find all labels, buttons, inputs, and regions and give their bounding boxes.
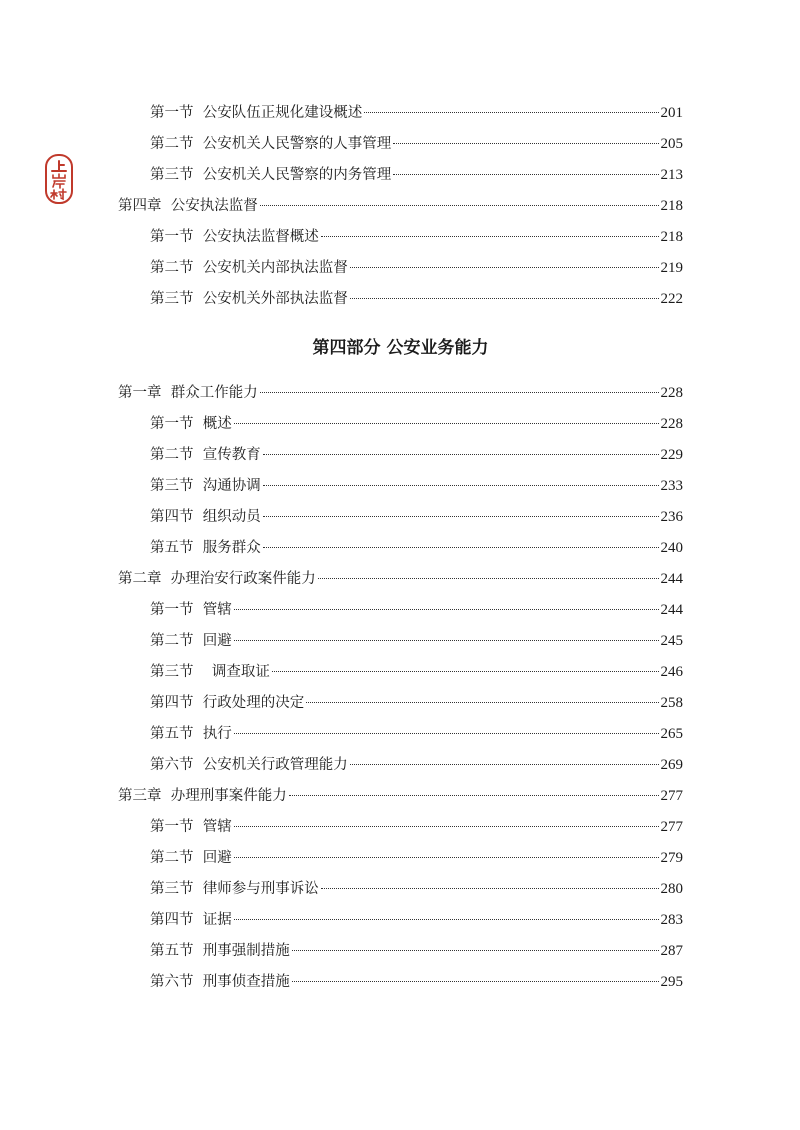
toc-page-number: 228 [660,416,683,432]
toc-group-before [118,98,683,315]
toc-page-number: 258 [660,695,683,711]
toc-section-entry[interactable] [118,222,683,253]
dot-leader [263,547,659,548]
toc-entry-label: 第五节 执行 [150,726,232,742]
dot-leader [263,516,659,517]
toc-page-number: 277 [660,788,683,804]
toc-section-entry[interactable] [118,253,683,284]
toc-entry-label: 第一章 群众工作能力 [118,385,258,401]
toc-page-number: 280 [660,881,683,897]
dot-leader [289,795,659,796]
toc-entry-label: 第三章 办理刑事案件能力 [118,788,287,804]
toc-section-entry[interactable] [118,471,683,502]
toc-entry-label: 第五节 服务群众 [150,540,261,556]
toc-page-number: 283 [660,912,683,928]
dot-leader [234,857,659,858]
dot-leader [350,764,659,765]
toc-entry-label: 第五节 刑事强制措施 [150,943,290,959]
toc-page-number: 295 [660,974,683,990]
toc-page-number: 218 [660,198,683,214]
dot-leader [364,112,658,113]
toc-entry-label: 第四章 公安执法监督 [118,198,258,214]
toc-entry-label: 第三节 律师参与刑事诉讼 [150,881,319,897]
toc-page-number: 236 [660,509,683,525]
toc-section-entry[interactable] [118,905,683,936]
toc-entry-label: 第三节 公安机关外部执法监督 [150,291,348,307]
dot-leader [234,609,659,610]
part-heading: 第四部分 公安业务能力 [312,338,489,358]
toc-section-entry[interactable] [118,129,683,160]
toc-page-number: 222 [660,291,683,307]
dot-leader [393,174,658,175]
toc-page-number: 213 [660,167,683,183]
dot-leader [234,919,659,920]
toc-section-entry[interactable] [118,750,683,781]
toc-entry-label: 第二章 办理治安行政案件能力 [118,571,316,587]
dot-leader [234,640,659,641]
toc-chapter-entry[interactable] [118,191,683,222]
toc-section-entry[interactable] [118,874,683,905]
toc-entry-label: 第六节 公安机关行政管理能力 [150,757,348,773]
toc-section-entry[interactable] [118,843,683,874]
dot-leader [292,981,659,982]
toc-entry-label: 第四节 证据 [150,912,232,928]
dot-leader [234,733,659,734]
dot-leader [272,671,659,672]
dot-leader [260,392,659,393]
toc-chapter-entry[interactable] [118,564,683,595]
toc-chapter-entry[interactable] [118,378,683,409]
toc-page-number: 269 [660,757,683,773]
toc-section-entry[interactable] [118,533,683,564]
toc-entry-label: 第二节 公安机关人民警察的人事管理 [150,136,392,152]
toc-entry-label: 第六节 刑事侦查措施 [150,974,290,990]
toc-entry-label: 第三节 调查取证 [150,664,270,680]
toc-section-entry[interactable] [118,160,683,191]
toc-page-number: 265 [660,726,683,742]
toc-page-number: 233 [660,478,683,494]
dot-leader [306,702,658,703]
toc-page-number: 287 [660,943,683,959]
table-of-contents [118,98,683,998]
toc-entry-label: 第一节 管辖 [150,819,232,835]
toc-page-number: 229 [660,447,683,463]
toc-page-number: 201 [660,105,683,121]
dot-leader [234,826,659,827]
dot-leader [318,578,659,579]
toc-section-entry[interactable] [118,409,683,440]
dot-leader [350,298,659,299]
toc-page-number: 277 [660,819,683,835]
toc-entry-label: 第二节 公安机关内部执法监督 [150,260,348,276]
toc-section-entry[interactable] [118,967,683,998]
toc-page-number: 246 [660,664,683,680]
toc-page-number: 244 [660,571,683,587]
toc-chapter-entry[interactable] [118,781,683,812]
toc-entry-label: 第三节 沟通协调 [150,478,261,494]
toc-section-entry[interactable] [118,812,683,843]
toc-section-entry[interactable] [118,440,683,471]
toc-entry-label: 第三节 公安机关人民警察的内务管理 [150,167,392,183]
toc-section-entry[interactable] [118,657,683,688]
toc-entry-label: 第一节 概述 [150,416,232,432]
toc-page-number: 245 [660,633,683,649]
dot-leader [263,485,659,486]
dot-leader [321,236,659,237]
dot-leader [350,267,659,268]
dot-leader [260,205,659,206]
toc-section-entry[interactable] [118,626,683,657]
toc-section-entry[interactable] [118,284,683,315]
toc-entry-label: 第一节 公安队伍正规化建设概述 [150,105,363,121]
dot-leader [321,888,659,889]
toc-section-entry[interactable] [118,936,683,967]
dot-leader [292,950,659,951]
toc-page-number: 228 [660,385,683,401]
toc-page-number: 244 [660,602,683,618]
dot-leader [234,423,659,424]
toc-section-entry[interactable] [118,688,683,719]
toc-entry-label: 第一节 管辖 [150,602,232,618]
red-seal-stamp-icon [44,153,74,205]
toc-section-entry[interactable] [118,502,683,533]
toc-entry-label: 第四节 组织动员 [150,509,261,525]
toc-entry-label: 第四节 行政处理的决定 [150,695,305,711]
toc-group-after [118,378,683,998]
toc-entry-label: 第二节 回避 [150,633,232,649]
toc-section-entry[interactable] [118,595,683,626]
toc-page-number: 240 [660,540,683,556]
toc-page-number: 205 [660,136,683,152]
toc-page-number: 279 [660,850,683,866]
toc-entry-label: 第二节 宣传教育 [150,447,261,463]
toc-section-entry[interactable] [118,98,683,129]
toc-page-number: 219 [660,260,683,276]
toc-entry-label: 第一节 公安执法监督概述 [150,229,319,245]
toc-entry-label: 第二节 回避 [150,850,232,866]
toc-page-number: 218 [660,229,683,245]
dot-leader [393,143,658,144]
dot-leader [263,454,659,455]
toc-section-entry[interactable] [118,719,683,750]
